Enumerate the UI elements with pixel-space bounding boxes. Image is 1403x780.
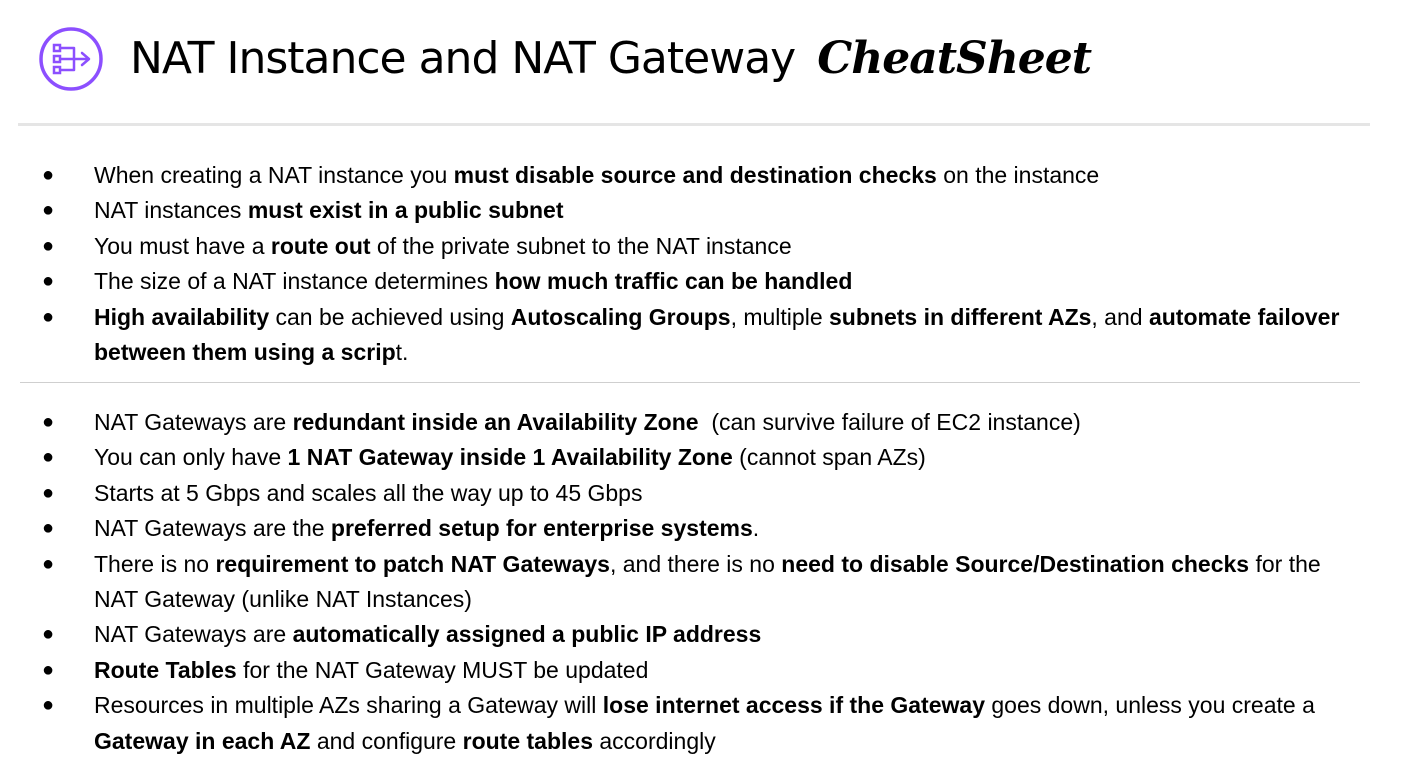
item-text: There is no (94, 550, 216, 577)
nat-instance-list (0, 158, 1403, 370)
bullet: ● (42, 164, 55, 186)
item-bold-text: Autoscaling Groups (510, 303, 731, 330)
item-text: t. (395, 339, 409, 366)
item-bold-text: requirement to patch NAT Gateways (215, 550, 610, 577)
item-bold-text: must exist in a public subnet (247, 197, 564, 224)
page-title: NAT Instance and NAT Gateway (130, 33, 796, 84)
bullet: ● (42, 552, 55, 575)
item-text: Starts at 5 Gbps and scales all the way up to 45 Gbps (94, 479, 643, 506)
item-text: (can survive failure of EC2 instance) (698, 409, 1081, 435)
item-text: (cannot span AZs) (732, 444, 926, 471)
item-text: NAT Gateways are (94, 621, 293, 648)
item-bold-text: need to disable Source/Destination checks (781, 550, 1250, 577)
item-bold-text: Route Tables (94, 656, 237, 683)
item-bold-text: Gateway in each AZ (94, 727, 311, 754)
item-text: Resources in multiple AZs sharing a Gateway will (94, 692, 603, 719)
item-bold-text: how much traffic can be handled (494, 268, 853, 295)
list-item (0, 688, 1403, 759)
list-item (0, 617, 1403, 652)
item-text: You must have a (94, 232, 271, 259)
list-item (0, 547, 1403, 618)
list-item (0, 158, 1403, 193)
bullet: ● (42, 658, 55, 681)
item-bold-text: route out (270, 232, 371, 259)
item-text: can be achieved using (269, 303, 511, 330)
nat-gateway-icon (38, 26, 104, 92)
bullet: ● (42, 481, 55, 504)
bullet: ● (42, 199, 55, 222)
bullet: ● (42, 623, 55, 646)
item-text: . (752, 515, 760, 542)
item-text: You can only have (94, 444, 288, 471)
item-text: for the NAT Gateway (unlike NAT Instances) (94, 550, 1321, 613)
list-item (0, 511, 1403, 546)
item-bold-text: subnets in different AZs (829, 303, 1092, 330)
item-bold-text: must disable source and destination checks (453, 162, 937, 188)
page-header (38, 24, 1091, 94)
item-bold-text: route tables (462, 727, 593, 754)
list-item (0, 264, 1403, 299)
page-title-script: CheatSheet (817, 33, 1092, 84)
item-text: NAT Gateways are (94, 409, 293, 435)
list-item (0, 193, 1403, 228)
item-text: goes down, unless you create a (984, 692, 1315, 719)
list-item (0, 653, 1403, 688)
item-bold-text: redundant inside an Availability Zone (292, 409, 699, 435)
list-item (0, 440, 1403, 475)
bullet: ● (42, 411, 55, 433)
list-item (0, 405, 1403, 440)
item-text: When creating a NAT instance you (94, 162, 454, 188)
item-text: on the instance (936, 162, 1100, 188)
item-bold-text: High availability (94, 303, 270, 330)
item-text: accordingly (593, 727, 716, 754)
bullet: ● (42, 234, 55, 257)
item-bold-text: 1 NAT Gateway inside 1 Availability Zone (287, 444, 733, 471)
header-divider (18, 123, 1370, 126)
item-text: for the NAT Gateway MUST be updated (236, 656, 649, 683)
item-text: , multiple (730, 303, 830, 330)
item-text: NAT instances (94, 197, 248, 224)
item-bold-text: automate failover between them using a scrip (94, 303, 1340, 366)
item-text: NAT Gateways are the (94, 515, 331, 542)
list-item (0, 229, 1403, 264)
bullet: ● (42, 305, 55, 328)
bullet: ● (42, 517, 55, 540)
nat-gateway-list (0, 405, 1403, 759)
item-bold-text: preferred setup for enterprise systems (330, 515, 753, 542)
list-item (0, 300, 1403, 371)
item-text: , and (1091, 303, 1149, 330)
item-text: of the private subnet to the NAT instance (370, 232, 792, 259)
item-bold-text: automatically assigned a public IP address (292, 621, 762, 648)
bullet: ● (42, 270, 55, 293)
bullet: ● (42, 446, 55, 469)
list-item (0, 476, 1403, 511)
item-bold-text: lose internet access if the Gateway (602, 692, 985, 719)
item-text: The size of a NAT instance determines (94, 268, 495, 295)
section-divider (20, 382, 1360, 383)
item-text: , and there is no (609, 550, 782, 577)
bullet: ● (42, 694, 55, 717)
item-text: and configure (310, 727, 463, 754)
